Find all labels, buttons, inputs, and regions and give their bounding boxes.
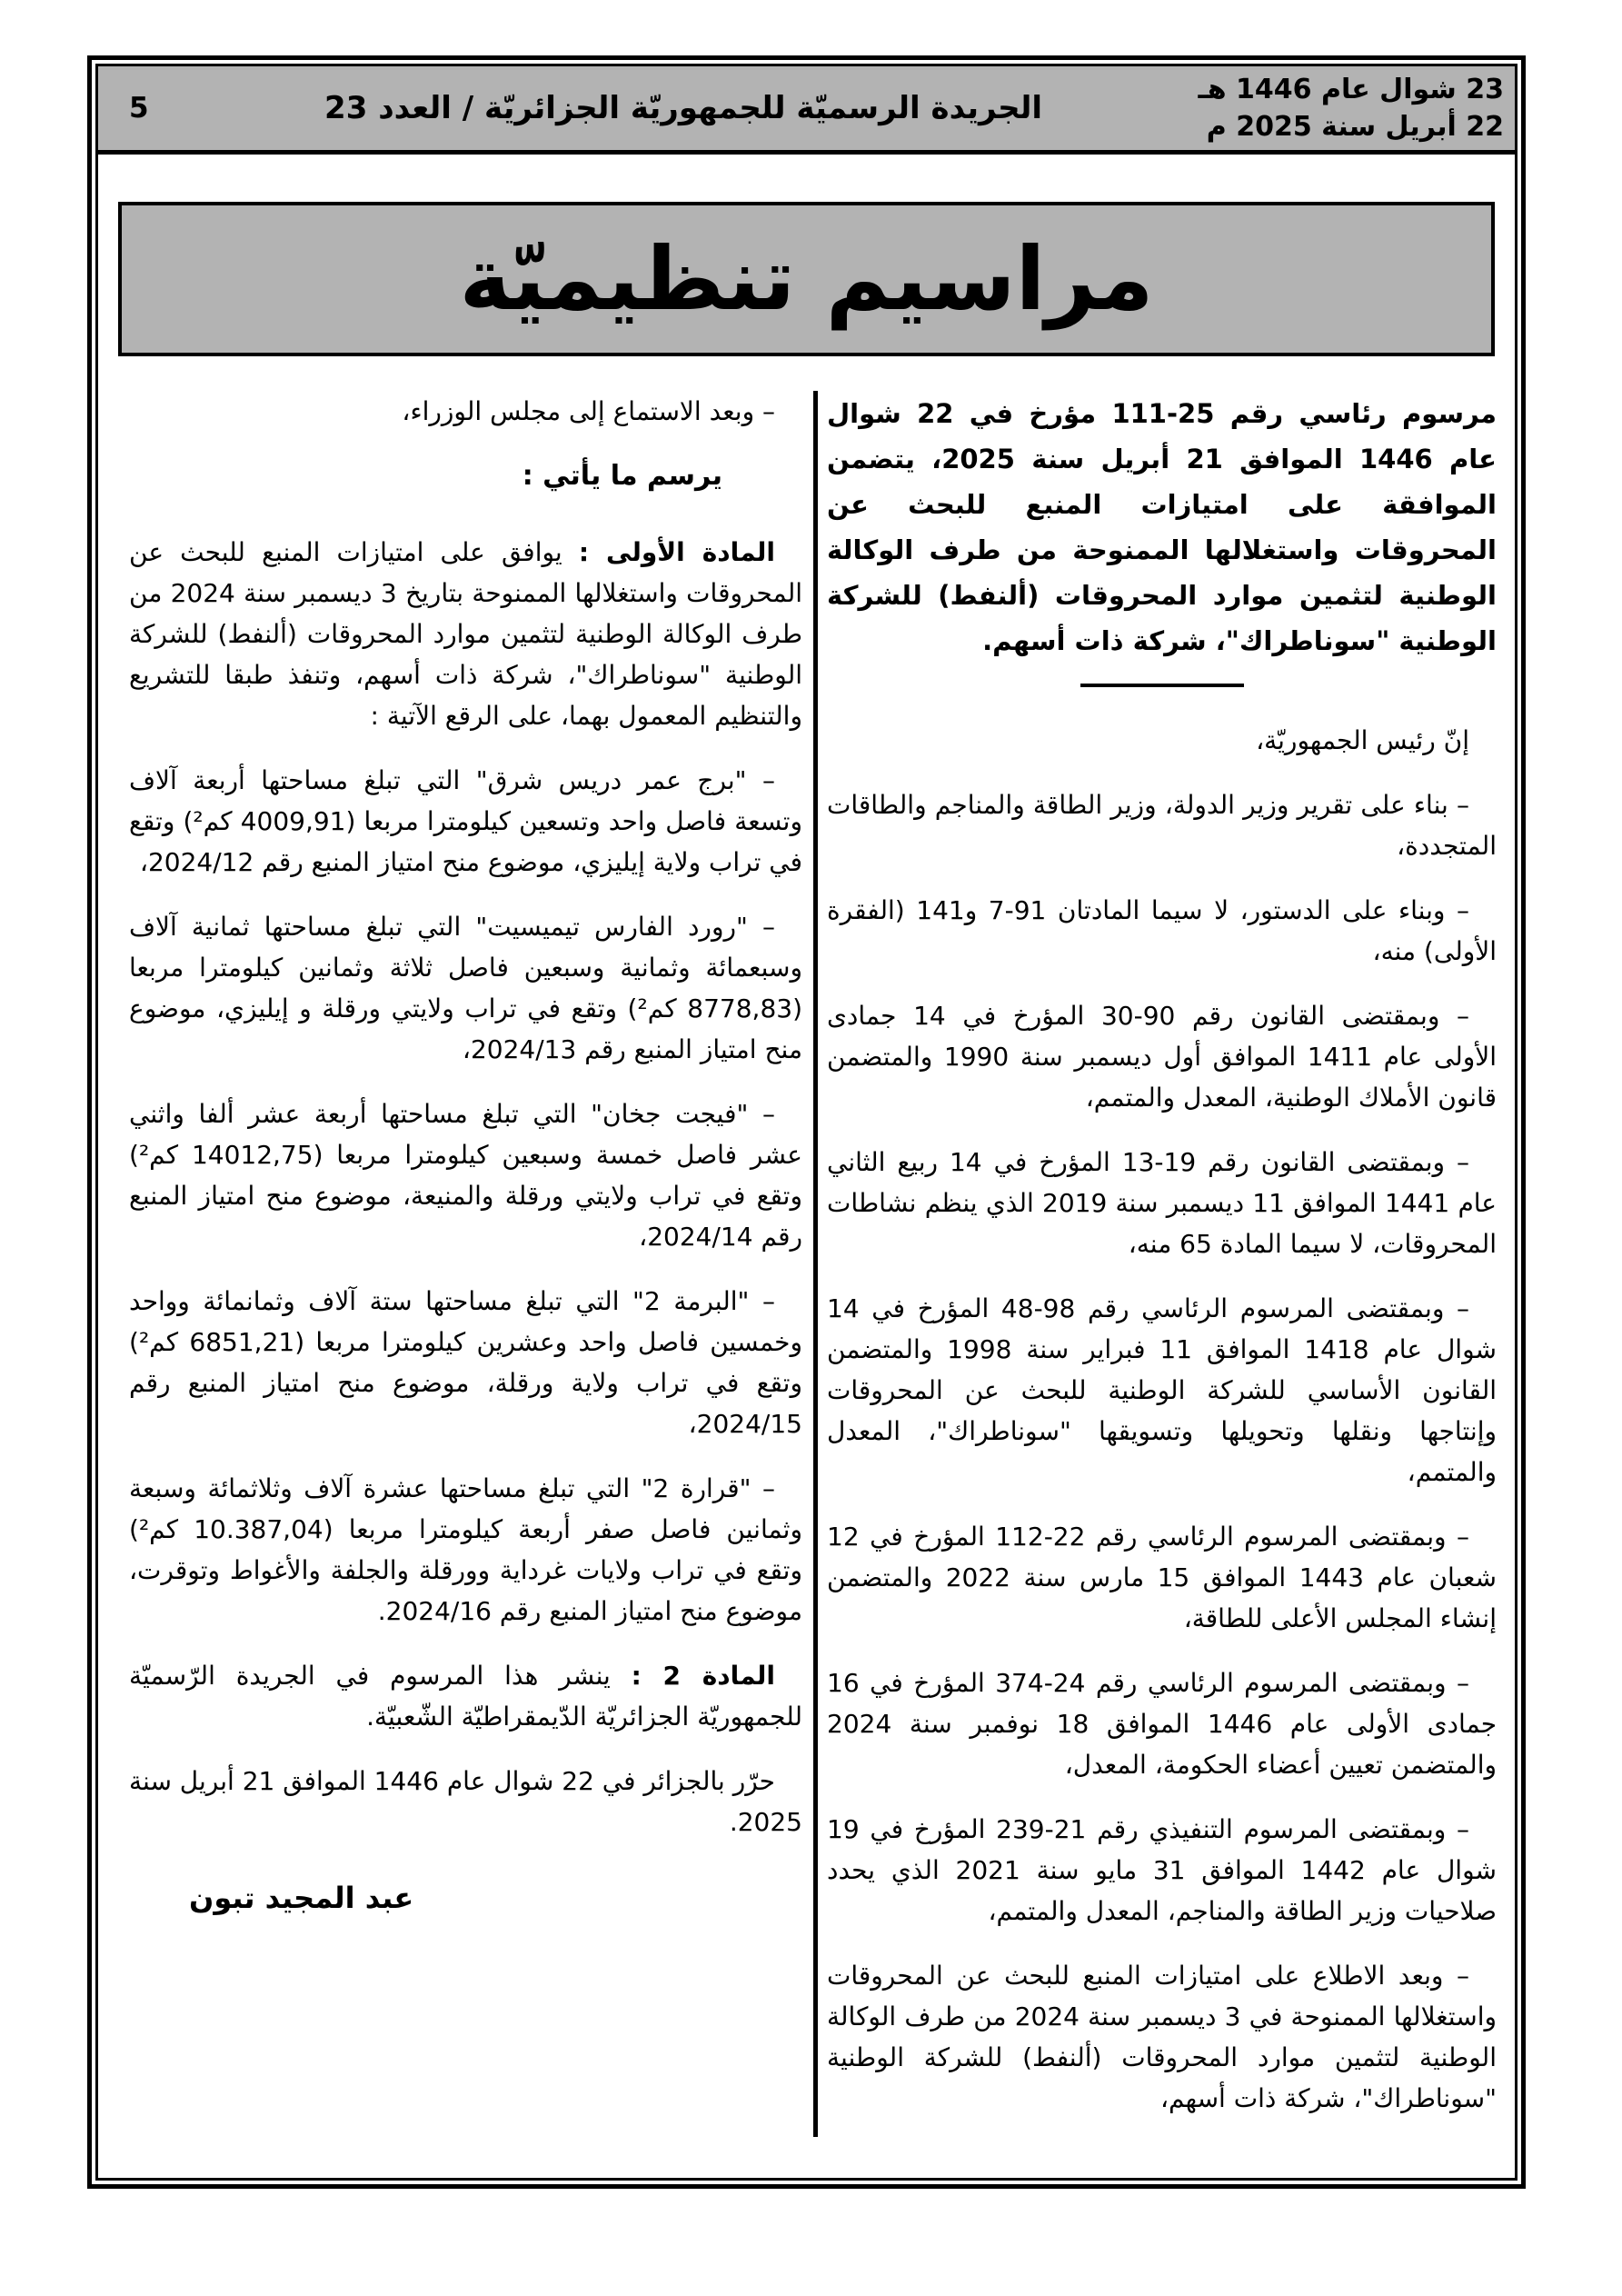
perimeter-item: – "فيجت جخان" التي تبلغ مساحتها أربعة عشر ألفا واثني عشر فاصل خمسة وسبعين كيلومترا مربعا (14012,75 كم²) وتقع في تراب ولايتي ورقلة والمنيعة، موضوع منح امتياز المنبع رقم 2024/14، [129,1099,803,1252]
perimeter-item: – "قرارة 2" التي تبلغ مساحتها عشرة آلاف وثلاثمائة وسبعة وثمانين فاصل صفر أربعة كيلومترا مربعا (10.387,04 كم²) وتقع في تراب ولايات غرداية وورقلة والجلفة والأغواط وتوقرت، موضوع منح امتياز المنبع رقم 2024/16. [129,1473,802,1626]
considerant: – وبعد الاطلاع على امتيازات المنبع للبحث عن المحروقات واستغلالها الممنوحة في 3 ديسمبر سنة 2024 من طرف الوكالة الوطنية لتثمين موارد المحروقات (ألنفط) للشركة الوطنية "سوناطراك"، شركة ذات أسهم، [827,1961,1497,2113]
perimeter-item: – "رورد الفارس تيميسيت" التي تبلغ مساحتها ثمانية آلاف وسبعمائة وثمانية وسبعين فاصل ثلاثة وثمانين كيلومترا مربعا (8778,83 كم²) وتقع في تراب ولايتي ورقلة و إيليزي، موضوع منح امتياز المنبع رقم 2024/13، [129,912,803,1064]
considerant: – وبمقتضى القانون رقم 19-13 المؤرخ في 14 ربيع الثاني عام 1441 الموافق 11 ديسمبر سنة 2019 الذي ينظم نشاطات المحروقات، لا سيما المادة 65 منه، [827,1147,1498,1259]
article-2 [129,1655,802,1737]
considerant: – وبمقتضى المرسوم الرئاسي رقم 98-48 المؤرخ في 14 شوال عام 1418 الموافق 11 فبراير سنة 1998 والمتضمن القانون الأساسي للشركة الوطنية للبحث عن المحروقات وإنتاجها ونقلها وتحويلها وتسويقها "سوناطراك"، المعدل والمتمم، [827,1293,1497,1487]
considerant: – وبمقتضى المرسوم التنفيذي رقم 21-239 المؤرخ في 19 شوال عام 1442 الموافق 31 مايو سنة 2021 الذي يحدد صلاحيات وزير الطاقة والمناجم، المعدل والمتمم، [827,1814,1497,1926]
article-2-text: ينشر هذا المرسوم في الجريدة الرّسميّة للجمهوريّة الجزائريّة الدّيمقراطيّة الشّعبيّة. [129,1661,802,1732]
article-1-text: يوافق على امتيازات المنبع للبحث عن المحروقات واستغلالها الممنوحة بتاريخ 3 ديسمبر سنة 2024 من طرف الوكالة الوطنية لتثمين موارد المحروقات (ألنفط) للشركة الوطنية "سوناطراك"، شركة ذات أسهم، وتنفذ طبقا للتشريع والتنظيم المعمول بهما، على الرقع الآتية : [129,537,802,731]
article-1-label: المادة الأولى : [578,537,775,567]
preamble-intro: إنّ رئيس الجمهوريّة، [1256,725,1469,755]
header-date-gregorian: 22 أبريل سنة 2025 م [1206,111,1504,143]
column-right [827,391,1497,2178]
page-header [98,66,1515,155]
page-frame-inner [95,64,1518,2181]
considerant: – وبعد الاستماع إلى مجلس الوزراء، [402,396,775,426]
section-banner-title: مراسيم تنظيميّة [459,228,1154,330]
header-dates [1199,71,1504,145]
perimeter-item: – "البرمة 2" التي تبلغ مساحتها ستة آلاف وثمانمائة وواحد وخمسين فاصل واحد وعشرين كيلومترا مربعا (6851,21 كم²) وتقع في تراب ولاية ورقلة، موضوع منح امتياز المنبع رقم 2024/15، [129,1286,802,1439]
page-frame [87,55,1526,2189]
journal-title: الجريدة الرسميّة للجمهوريّة الجزائريّة / العدد 23 [324,90,1043,126]
considerant: – وبمقتضى المرسوم الرئاسي رقم 22-112 المؤرخ في 12 شعبان عام 1443 الموافق 15 مارس سنة 2022 والمتضمن إنشاء المجلس الأعلى للطاقة، [827,1522,1497,1633]
article-2-label: المادة 2 : [631,1661,775,1691]
section-banner [118,202,1495,356]
column-divider-rule [813,391,818,2137]
signatory-name: عبد المجيد تبون [189,1881,414,1915]
column-left [129,391,802,2178]
considerant: – وبناء على الدستور، لا سيما المادتان 91-7 و141 (الفقرة الأولى) منه، [827,895,1497,966]
perimeter-item: – "برج عمر دريس شرق" التي تبلغ مساحتها أربعة آلاف وتسعة فاصل واحد وتسعين كيلومترا مربعا (4009,91 كم²) وتقع في تراب ولاية إيليزي، موضوع منح امتياز المنبع رقم 2024/12، [129,765,802,877]
enactment-heading: يرسم ما يأتي : [522,460,722,492]
made-at-line: حرّر بالجزائر في 22 شوال عام 1446 الموافق 21 أبريل سنة 2025. [128,1766,802,1837]
content-columns [98,391,1515,2178]
considerant: – وبمقتضى المرسوم الرئاسي رقم 24-374 المؤرخ في 16 جمادى الأولى عام 1446 الموافق 18 نوفمبر سنة 2024 والمتضمن تعيين أعضاء الحكومة، المعدل، [827,1668,1498,1780]
considerant: – بناء على تقرير وزير الدولة، وزير الطاقة والمناجم والطاقات المتجددة، [827,790,1497,861]
article-1 [129,532,802,736]
considerant: – وبمقتضى القانون رقم 90-30 المؤرخ في 14 جمادى الأولى عام 1411 الموافق أول ديسمبر سنة 1990 والمتضمن قانون الأملاك الوطنية، المعدل والمتمم، [827,1001,1498,1113]
title-separator-rule [1080,684,1244,687]
decree-title: مرسوم رئاسي رقم 25-111 مؤرخ في 22 شوال عام 1446 الموافق 21 أبريل سنة 2025، يتضمن الموافقة على امتيازات المنبع للبحث عن المحروقات واستغلالها الممنوحة من طرف الوكالة الوطنية لتثمين موارد المحروقات (ألنفط) للشركة الوطنية "سوناطراك"، شركة ذات أسهم. [827,398,1497,656]
header-date-hijri: 23 شوال عام 1446 هـ [1198,74,1504,105]
page-number: 5 [129,92,149,125]
